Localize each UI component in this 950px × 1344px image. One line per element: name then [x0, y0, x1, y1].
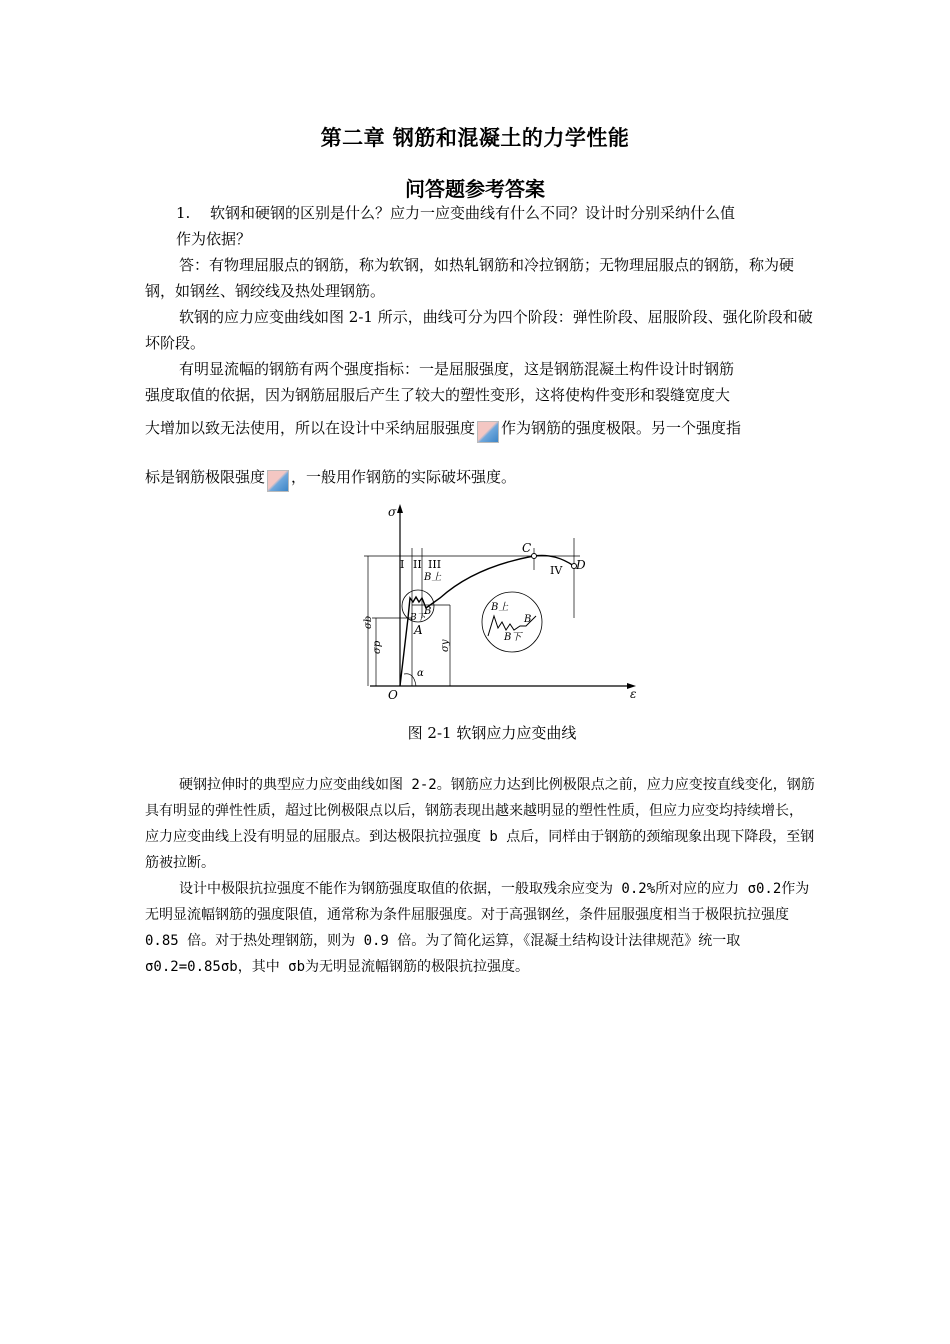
answer-paragraph-2: 软钢的应力应变曲线如图 2-1 所示，曲线可分为四个阶段：弹性阶段、屈服阶段、强化阶段和破坏阶段。 — [145, 308, 813, 352]
yield-strength-formula-image — [477, 421, 499, 443]
answer-paragraph-3-line-1: 有明显流幅的钢筋有两个强度指标：一是屈服强度，这是钢筋混凝土构件设计时钢筋 — [179, 360, 735, 378]
stress-strain-figure — [350, 498, 640, 710]
alpha-arc — [404, 674, 416, 686]
answer-block — [145, 252, 815, 492]
answer-line3-start: 大增加以致无法使用，所以在设计中采纳屈服强度 — [145, 419, 476, 437]
answer-paragraph-1: 答：有物理屈服点的钢筋，称为软钢，如热轧钢筋和冷拉钢筋；无物理屈服点的钢筋，称为硬钢，如钢丝、钢绞线及热处理钢筋。 — [145, 256, 795, 300]
answer-line4-end: ，一般用作钢筋的实际破坏强度。 — [291, 468, 517, 486]
origin-label: O — [388, 688, 398, 702]
magnified-inset-circle — [482, 592, 542, 652]
point-b-label: B — [424, 606, 432, 617]
answer-paragraph-3-line-2: 强度取值的依据，因为钢筋屈服后产生了较大的塑性变形，这将使构件变形和裂缝宽度大 — [145, 386, 731, 404]
stage-2-label: II — [413, 558, 422, 571]
sigma-b-label: σb — [363, 615, 374, 629]
section-title: 问答题参考答案 — [405, 177, 545, 201]
answer-line3-end: 作为钢筋的强度极限。另一个强度指 — [501, 419, 742, 437]
figure-caption: 图 2-1 软钢应力应变曲线 — [407, 724, 577, 742]
stage-4-label: IV — [550, 564, 563, 577]
alpha-label: α — [417, 668, 424, 679]
answer-line4-start: 标是钢筋极限强度 — [145, 468, 266, 486]
sigma-p-label: σp — [372, 640, 383, 654]
b-upper-label: B上 — [424, 572, 442, 583]
answer-paragraph-3-line-4 — [145, 462, 815, 492]
stage-3-label: III — [428, 558, 442, 571]
stage-1-label: I — [400, 558, 405, 571]
inset-b-upper-label: B上 — [491, 602, 509, 613]
question-text-line2: 作为依据？ — [176, 230, 252, 248]
inset-b-lower-label: B下 — [504, 632, 522, 643]
y-axis-label: σ — [388, 505, 397, 519]
point-a-label: A — [414, 623, 423, 637]
answer-paragraph-3-line-3 — [145, 408, 815, 448]
inset-b-label: B — [524, 614, 532, 625]
point-c-label: C — [522, 541, 532, 555]
point-d-label: D — [576, 558, 586, 572]
chapter-title: 第二章 钢筋和混凝土的力学性能 — [320, 125, 630, 150]
sigma-y-label: σy — [440, 639, 451, 652]
question-text-line1: 软钢和硬钢的区别是什么？应力一应变曲线有什么不同？设计时分别采纳什么值 — [210, 204, 736, 222]
hard-steel-paragraph-1: 硬钢拉伸时的典型应力应变曲线如图 2-2。钢筋应力达到比例极限点之前，应力应变按直线变化，钢筋具有明显的弹性性质，超过比例极限点以后，钢筋表现出越来越明显的塑性性质，但应力应变均持续增长，应力应变曲线上没有明显的屈服点。到达极限抗拉强度 b 点后，同样由于钢筋的颈缩现象出现下降段，至钢筋被拉断。 — [145, 777, 815, 871]
hard-steel-block — [145, 772, 815, 980]
b-lower-label: B下 — [410, 613, 426, 623]
hard-steel-paragraph-2: 设计中极限抗拉强度不能作为钢筋强度取值的依据，一般取残余应变为 0.2%所对应的应力 σ0.2作为无明显流幅钢筋的强度限值，通常称为条件屈服强度。对于高强钢丝，条件屈服强度相当于极限抗拉强度 0.85 倍。对于热处理钢筋，则为 0.9 倍。为了简化运算，《混凝土结构设计法律规范》统一取 σ0.2=0.85σb，其中 σb为无明显流幅钢筋的极限抗拉强度。 — [145, 881, 810, 975]
ultimate-strength-formula-image — [267, 470, 289, 492]
question-number: 1. — [176, 204, 191, 222]
y-axis-arrow — [397, 504, 403, 513]
point-c-marker — [532, 554, 537, 559]
question-1 — [176, 200, 816, 252]
x-axis-label: ε — [630, 687, 637, 701]
